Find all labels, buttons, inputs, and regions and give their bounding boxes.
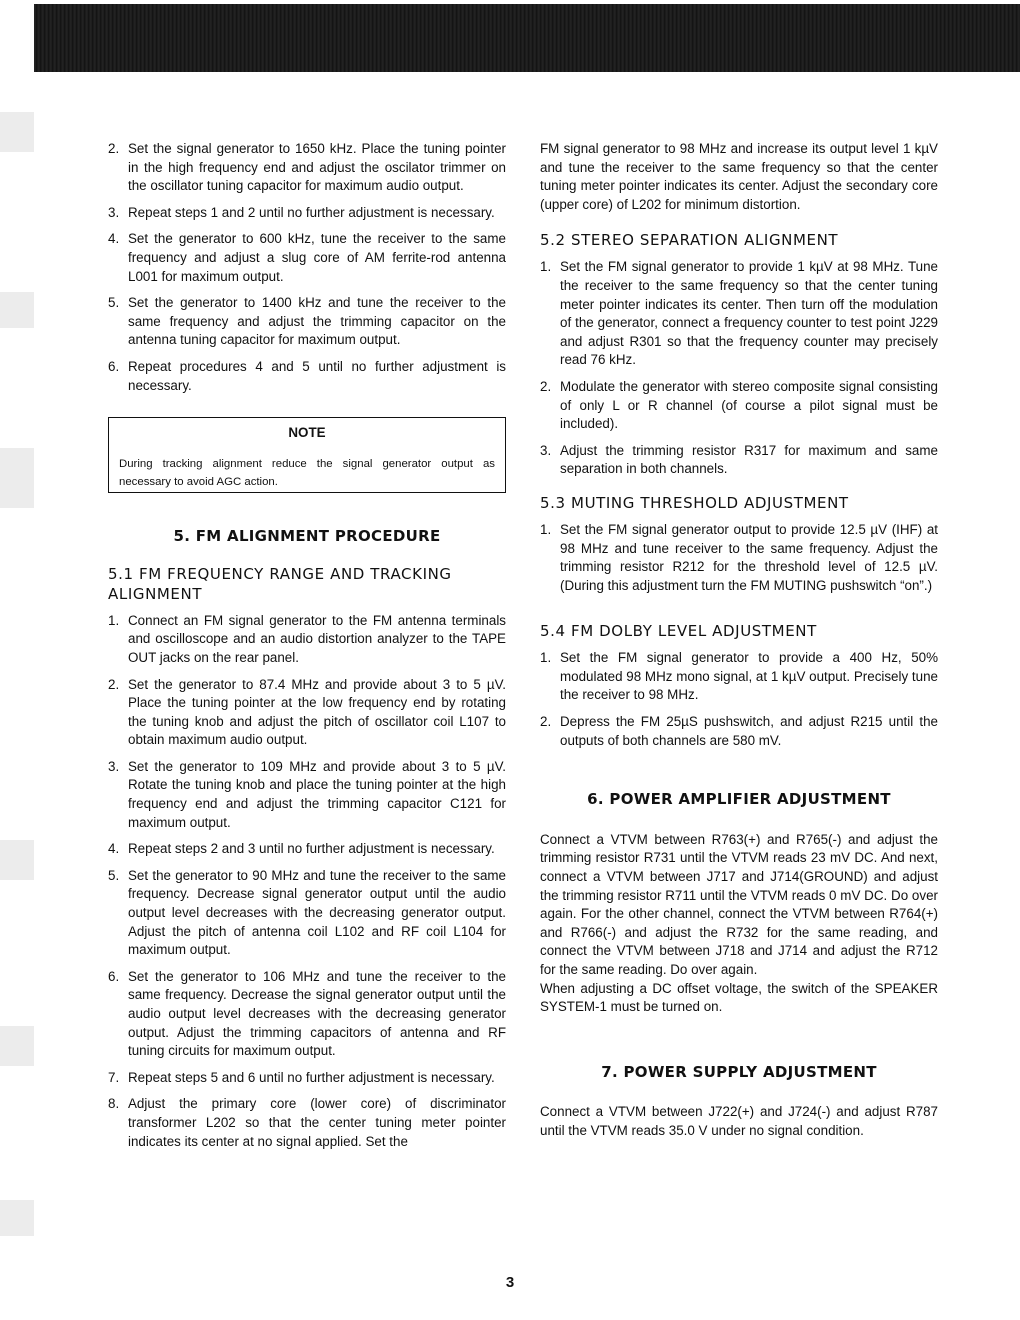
step-text: Repeat steps 2 and 3 until no further adjustment is necessary. bbox=[128, 841, 495, 857]
step-text: Set the generator to 1400 kHz and tune the receiver to the same frequency and adjust the trimming capacitor on the antenna tuning capacitor for maximum output. bbox=[128, 295, 506, 348]
continuation-paragraph: FM signal generator to 98 MHz and increase its output level 1 kµV and tune the receiver to the same frequency so that the center tuning meter pointer indicates its center. Adjust the secondary core (upper core) of L202 for minimum distortion. bbox=[540, 141, 938, 212]
list-item bbox=[108, 140, 506, 196]
step-number: 3. bbox=[108, 204, 120, 220]
list-item bbox=[108, 612, 506, 668]
step-number: 6. bbox=[108, 358, 120, 374]
list-item bbox=[108, 230, 506, 286]
list-item bbox=[540, 713, 938, 750]
fm-frequency-steps-list bbox=[108, 612, 506, 1151]
step-text: Adjust the trimming resistor R317 for maximum and same separation in both channels. bbox=[560, 442, 938, 477]
step-text: Repeat steps 5 and 6 until no further adjustment is necessary. bbox=[128, 1069, 495, 1085]
right-column bbox=[540, 140, 938, 1141]
margin-scan-artifact bbox=[0, 112, 34, 152]
step-text: Set the generator to 106 MHz and tune the receiver to the same frequency. Decrease the signal generator output until the audio output level decreases with the decreasing generator output. Adjust the trimming capacitors of antenna and RF tuning circuits for maximum output. bbox=[128, 968, 506, 1059]
list-item bbox=[108, 1069, 506, 1088]
section-7-title: 7. POWER SUPPLY ADJUSTMENT bbox=[601, 1062, 877, 1081]
page-number: 3 bbox=[505, 1274, 515, 1291]
note-text: During tracking alignment reduce the signal generator output as necessary to avoid AGC action. bbox=[119, 457, 495, 488]
list-item bbox=[540, 258, 938, 370]
step-number: 2. bbox=[108, 141, 120, 156]
step-text: Set the generator to 600 kHz, tune the receiver to the same frequency and adjust a slug core of AM ferrite-rod antenna L001 for maximum output. bbox=[128, 231, 506, 284]
am-steps-list bbox=[108, 140, 506, 395]
step-text: Adjust the primary core (lower core) of discriminator transformer L202 so that the center tuning meter pointer indicates its center at no signal applied. Set the bbox=[128, 1096, 506, 1149]
list-item bbox=[108, 867, 506, 960]
step-number: 4. bbox=[108, 841, 120, 857]
scanned-header-band bbox=[34, 4, 1020, 72]
subsection-5-3-title: 5.3 MUTING THRESHOLD ADJUSTMENT bbox=[540, 493, 849, 512]
step-number: 5. bbox=[108, 295, 120, 311]
list-item bbox=[540, 442, 938, 479]
margin-scan-artifact bbox=[0, 1026, 34, 1066]
muting-threshold-steps-list bbox=[540, 521, 938, 595]
step-number: 3. bbox=[108, 758, 120, 774]
step-number: 4. bbox=[108, 231, 120, 247]
section-7-paragraph: Connect a VTVM between J722(+) and J724(-) and adjust R787 until the VTVM reads 35.0 V under no signal condition. bbox=[540, 1104, 938, 1138]
step-number: 2. bbox=[108, 676, 120, 692]
step-number: 5. bbox=[108, 867, 120, 883]
step-text: Set the signal generator to 1650 kHz. Place the tuning pointer in the high frequency end and adjust the oscilator trimmer on the oscillator tuning capacitor for maximum audio output. bbox=[128, 141, 506, 194]
step-number: 1. bbox=[540, 650, 552, 666]
step-number: 1. bbox=[540, 259, 552, 275]
step-text: Modulate the generator with stereo composite signal consisting of only L or R channel (of course a pilot signal must be included). bbox=[560, 378, 938, 432]
list-item bbox=[108, 358, 506, 395]
list-item bbox=[108, 1095, 506, 1151]
list-item bbox=[108, 676, 506, 750]
step-text: Depress the FM 25µS pushswitch, and adjust R215 until the outputs of both channels are 580 mV. bbox=[560, 714, 938, 748]
stereo-separation-steps-list bbox=[540, 258, 938, 479]
step-number: 1. bbox=[540, 521, 552, 537]
step-number: 7. bbox=[108, 1069, 120, 1085]
step-number: 8. bbox=[108, 1096, 120, 1112]
subsection-5-1-title: 5.1 FM FREQUENCY RANGE AND TRACKING ALIGNMENT bbox=[108, 564, 452, 603]
step-number: 6. bbox=[108, 968, 120, 984]
margin-scan-artifact bbox=[0, 1200, 34, 1236]
step-text: Set the FM signal generator to provide 1 kµV at 98 MHz. Tune the receiver to the same frequency so that the center tuning meter pointer indicates its center. Then turn off the modulation of the generator, connect a frequency counter to test point J229 and adjust R301 so that the frequency counter may precisely read 76 kHz. bbox=[560, 259, 938, 368]
step-text: Set the FM signal generator output to provide 12.5 µV (IHF) at 98 MHz and tune receiver to the same frequency. Adjust the trimming resistor R212 for the threshold level of 12.5 µV. (During this adjustment turn the FM MUTING pushswitch “on”.) bbox=[560, 521, 938, 593]
step-number: 2. bbox=[540, 378, 552, 394]
step-number: 3. bbox=[540, 442, 552, 458]
step-text: Set the generator to 90 MHz and tune the receiver to the same frequency. Decrease signal generator output until the audio output level decreases with the decreasing generator output. Adjust the pitch of antenna coil L102 and RF coil L104 for maximum output. bbox=[128, 867, 506, 958]
step-text: Connect an FM signal generator to the FM antenna terminals and oscilloscope and an audio distortion analyzer to the TAPE OUT jacks on the rear panel. bbox=[128, 612, 506, 665]
list-item bbox=[540, 378, 938, 434]
step-text: Set the FM signal generator to provide a 400 Hz, 50% modulated 98 MHz mono signal, at 1 kµV output. Precisely tune the receiver to 98 MHz. bbox=[560, 650, 938, 703]
step-number: 2. bbox=[540, 714, 552, 730]
subsection-5-4-title: 5.4 FM DOLBY LEVEL ADJUSTMENT bbox=[540, 622, 817, 641]
step-text: Set the generator to 87.4 MHz and provide about 3 to 5 µV. Place the tuning pointer at the low frequency end by rotating the tuning knob and adjust the pitch of oscillator coil L107 to obtain maximum audio output. bbox=[128, 676, 506, 748]
list-item bbox=[108, 840, 506, 859]
list-item bbox=[108, 758, 506, 832]
section-6-paragraph: Connect a VTVM between R763(+) and R765(-) and adjust the trimming resistor R731 until the VTVM reads 23 mV DC. And next, connect a VTVM between J717 and J714(GROUND) and adjust the trimming resistor R711 until the VTVM reads 0 mV DC. Do over again. For the other channel, connect the VTVM between R764(+) and R766(-) and adjust the R732 for the same reading, and connect the VTVM between J718 and J714 and adjust the R712 for the same reading. Do over again. bbox=[540, 831, 938, 977]
subsection-5-2-title: 5.2 STEREO SEPARATION ALIGNMENT bbox=[540, 231, 839, 250]
section-6-title: 6. POWER AMPLIFIER ADJUSTMENT bbox=[587, 790, 891, 809]
section-6-note-paragraph: When adjusting a DC offset voltage, the switch of the SPEAKER SYSTEM-1 must be turned on. bbox=[540, 980, 938, 1015]
section-5-title: 5. FM ALIGNMENT PROCEDURE bbox=[173, 527, 441, 546]
step-text: Repeat steps 1 and 2 until no further adjustment is necessary. bbox=[128, 204, 495, 220]
margin-scan-artifact bbox=[0, 840, 34, 880]
margin-scan-artifact bbox=[0, 292, 34, 328]
step-text: Set the generator to 109 MHz and provide about 3 to 5 µV. Rotate the tuning knob and place the tuning pointer at the high frequency end and adjust the trimming capacitor C121 for maximum output. bbox=[128, 758, 506, 830]
step-text: Repeat procedures 4 and 5 until no further adjustment is necessary. bbox=[128, 358, 506, 393]
list-item bbox=[108, 294, 506, 350]
dolby-level-steps-list bbox=[540, 649, 938, 750]
list-item bbox=[108, 204, 506, 223]
list-item bbox=[540, 521, 938, 595]
list-item bbox=[108, 968, 506, 1061]
list-item bbox=[540, 649, 938, 705]
note-title: NOTE bbox=[288, 425, 326, 441]
margin-scan-artifact bbox=[0, 448, 34, 508]
note-box bbox=[108, 417, 506, 493]
step-number: 1. bbox=[108, 612, 120, 628]
left-column bbox=[108, 140, 506, 1159]
